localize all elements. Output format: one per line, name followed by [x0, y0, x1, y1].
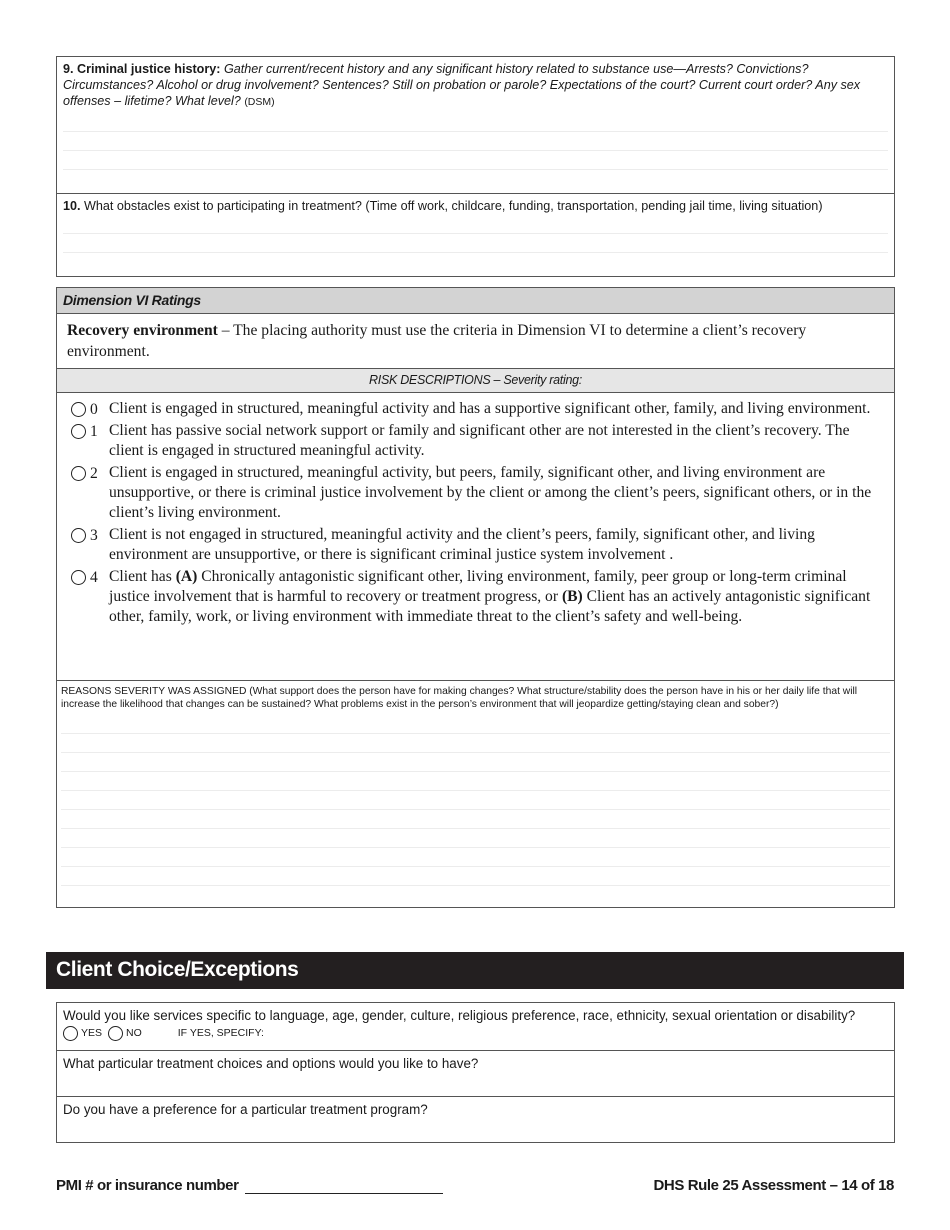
risk-number: 3 — [90, 527, 98, 544]
risk-list — [57, 393, 894, 681]
risk-number: 2 — [90, 465, 98, 482]
question-10-text — [57, 194, 894, 214]
answer-line[interactable] — [61, 866, 890, 867]
language-question-row — [57, 1003, 894, 1051]
answer-line[interactable] — [61, 847, 890, 848]
question-9-label: Criminal justice history: — [77, 62, 221, 76]
risk-text-a: Chronically antagonistic significant other, living environment, family, peer group or long-term criminal justice involvement that is harmful to recovery or treatment progress, or — [109, 568, 847, 605]
answer-line[interactable] — [61, 790, 890, 791]
footer-page-info: DHS Rule 25 Assessment – 14 of 18 — [653, 1177, 894, 1194]
program-preference-question: Do you have a preference for a particular treatment program? — [63, 1102, 428, 1117]
risk-option-3[interactable] — [71, 525, 884, 565]
question-9-text — [57, 57, 894, 110]
risk-description — [109, 567, 884, 627]
answer-line[interactable] — [61, 885, 890, 886]
answer-line[interactable] — [61, 771, 890, 772]
risk-descriptions-heading: RISK DESCRIPTIONS – Severity rating: — [57, 369, 894, 393]
radio-button[interactable] — [71, 528, 86, 543]
recovery-label: Recovery environment — [67, 322, 218, 339]
question-10-prompt: What obstacles exist to participating in treatment? (Time off work, childcare, funding, transportation, pending jail time, living situation) — [84, 199, 823, 213]
question-9-prompt: Gather current/recent history and any significant history related to substance use—Arrests? Convictions? Circumstances? Alcohol or drug involvement? Sentences? Still on probation or parole? Expectations of the court? Current court order? Any sex offenses – lifetime? What level? — [63, 62, 861, 108]
yes-no-options — [63, 1025, 888, 1042]
risk-label-b: (B) — [561, 588, 583, 605]
reasons-prompt: REASONS SEVERITY WAS ASSIGNED (What support does the person have for making changes? What structure/stability does the person have in his or her daily life that will increase the likelihood that changes can be sustained? What problems exist in the person’s environment that will jeopardize getting/staying clean and sober?) — [61, 686, 858, 710]
question-10-box — [56, 193, 895, 277]
risk-option-0[interactable] — [71, 399, 884, 419]
risk-description: Client is not engaged in structured, meaningful activity and the client’s peers, family, significant other, and living environment are unsupportive, or there is significant criminal justice system involvement . — [109, 526, 815, 563]
footer-pmi — [56, 1177, 443, 1194]
reasons-section — [57, 681, 894, 907]
treatment-choices-question: What particular treatment choices and options would you like to have? — [63, 1056, 479, 1071]
risk-text-b: Client has an actively antagonistic significant other, family, work, or living environment with immediate threat to the client’s safety and well-being. — [109, 588, 871, 625]
risk-description: Client has passive social network support or family and significant other are not interested in the client’s recovery. The client is engaged in structured meaningful activity. — [109, 422, 850, 459]
risk-description: Client is engaged in structured, meaningful activity, but peers, family, significant other, and living environment are unsupportive, or there is criminal justice involvement by the client or among the client’s peers, significant others, or in the client’s living environment. — [109, 464, 872, 521]
answer-line[interactable] — [63, 233, 888, 234]
risk-text-prefix: Client has — [109, 568, 176, 585]
risk-option-1[interactable] — [71, 421, 884, 461]
question-9-tag: (DSM) — [244, 96, 275, 108]
no-label: NO — [126, 1027, 142, 1039]
answer-line[interactable] — [63, 150, 888, 151]
risk-number: 4 — [90, 569, 98, 586]
question-9-box — [56, 56, 895, 193]
risk-option-4[interactable] — [71, 567, 884, 627]
radio-button[interactable] — [71, 570, 86, 585]
recovery-environment-text — [57, 314, 894, 369]
answer-line[interactable] — [61, 752, 890, 753]
radio-button[interactable] — [71, 466, 86, 481]
answer-line[interactable] — [61, 733, 890, 734]
risk-number: 0 — [90, 401, 98, 418]
risk-label-a: (A) — [175, 568, 198, 585]
answer-line[interactable] — [61, 809, 890, 810]
risk-description: Client is engaged in structured, meaningful activity and has a supportive significant other, family, and living environment. — [109, 400, 871, 417]
yes-label: YES — [81, 1027, 103, 1039]
question-9-number: 9. — [63, 62, 74, 76]
answer-line[interactable] — [63, 131, 888, 132]
pmi-label: PMI # or insurance number — [56, 1177, 239, 1194]
language-question: Would you like services specific to language, age, gender, culture, religious preference, race, ethnicity, sexual orientation or disability? — [63, 1008, 856, 1023]
yes-radio[interactable] — [63, 1026, 78, 1041]
dimension-vi-section — [56, 287, 895, 908]
question-10-number: 10. — [63, 199, 81, 213]
treatment-choices-row[interactable] — [57, 1051, 894, 1097]
client-choice-heading: Client Choice/Exceptions — [46, 952, 904, 989]
pmi-input-line[interactable] — [245, 1180, 443, 1194]
client-choice-box — [56, 1002, 895, 1143]
answer-line[interactable] — [61, 828, 890, 829]
answer-line[interactable] — [63, 169, 888, 170]
no-radio[interactable] — [108, 1026, 123, 1041]
radio-button[interactable] — [71, 424, 86, 439]
program-preference-row[interactable] — [57, 1097, 894, 1142]
recovery-description: – The placing authority must use the criteria in Dimension VI to determine a client’s recovery environment. — [67, 322, 807, 360]
risk-number: 1 — [90, 423, 98, 440]
answer-line[interactable] — [63, 252, 888, 253]
radio-button[interactable] — [71, 402, 86, 417]
risk-option-2[interactable] — [71, 463, 884, 523]
dimension-heading: Dimension VI Ratings — [57, 288, 894, 314]
specify-label: IF YES, SPECIFY: — [177, 1027, 264, 1039]
